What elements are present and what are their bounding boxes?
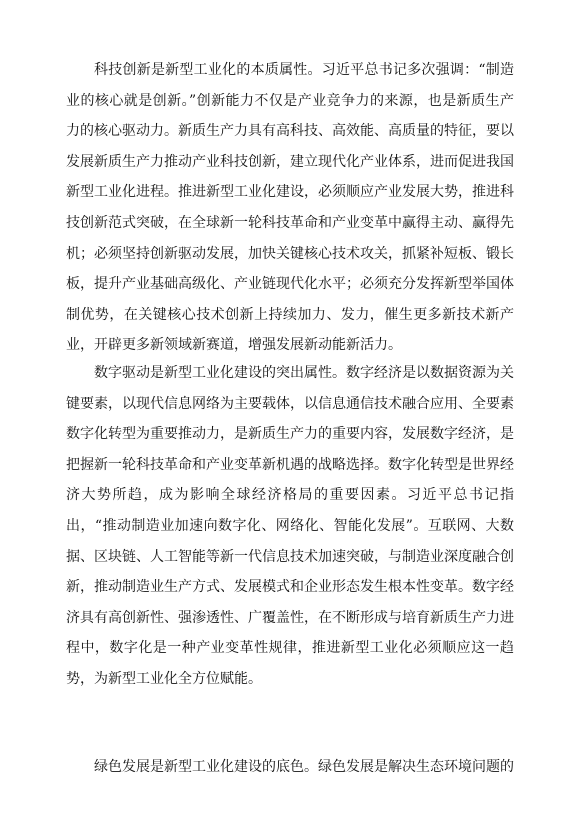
paragraph-green-development: 绿色发展是新型工业化建设的底色。绿色发展是解决生态环境问题的 <box>94 759 514 775</box>
paragraph-tech-innovation: 科技创新是新型工业化的本质属性。习近平总书记多次强调：“制造业的核心就是创新。”创新能力不仅是产业竞争力的来源，也是新质生产力的核心驱动力。新质生产力具有高科技、高效能、高质量的特征，要以发展新质生产力推动产业科技创新，建立现代化产业体系，进而促进我国新型工业化进程。推进新型工业化建设，必须顺应产业发展大势，推进科技创新范式突破，在全球新一轮科技革命和产业变革中赢得主动、赢得先机；必须坚持创新驱动发展，加快关键核心技术攻关，抓紧补短板、锻长板，提升产业基础高级化、产业链现代化水平；必须充分发挥新型举国体制优势，在关键核心技术创新上持续加力、发力，催生更多新技术新产业，开辟更多新领域新赛道，增强发展新动能新活力。 <box>66 62 514 354</box>
paragraph-digital-driven: 数字驱动是新型工业化建设的突出属性。数字经济是以数据资源为关键要素，以现代信息网络为主要载体，以信息通信技术融合应用、全要素数字化转型为重要推动力，是新质生产力的重要内容，发展数字经济，是把握新一轮科技革命和产业变革新机遇的战略选择。数字化转型是世界经济大势所趋，成为影响全球经济格局的重要因素。习近平总书记指出，“推动制造业加速向数字化、网络化、智能化发展”。互联网、大数据、区块链、人工智能等新一代信息技术加速突破，与制造业深度融合创新，推动制造业生产方式、发展模式和企业形态发生根本性变革。数字经济具有高创新性、强渗透性、广覆盖性，在不断形成与培育新质生产力进程中，数字化是一种产业变革性规律，推进新型工业化必须顺应这一趋势，为新型工业化全方位赋能。 <box>66 365 514 687</box>
